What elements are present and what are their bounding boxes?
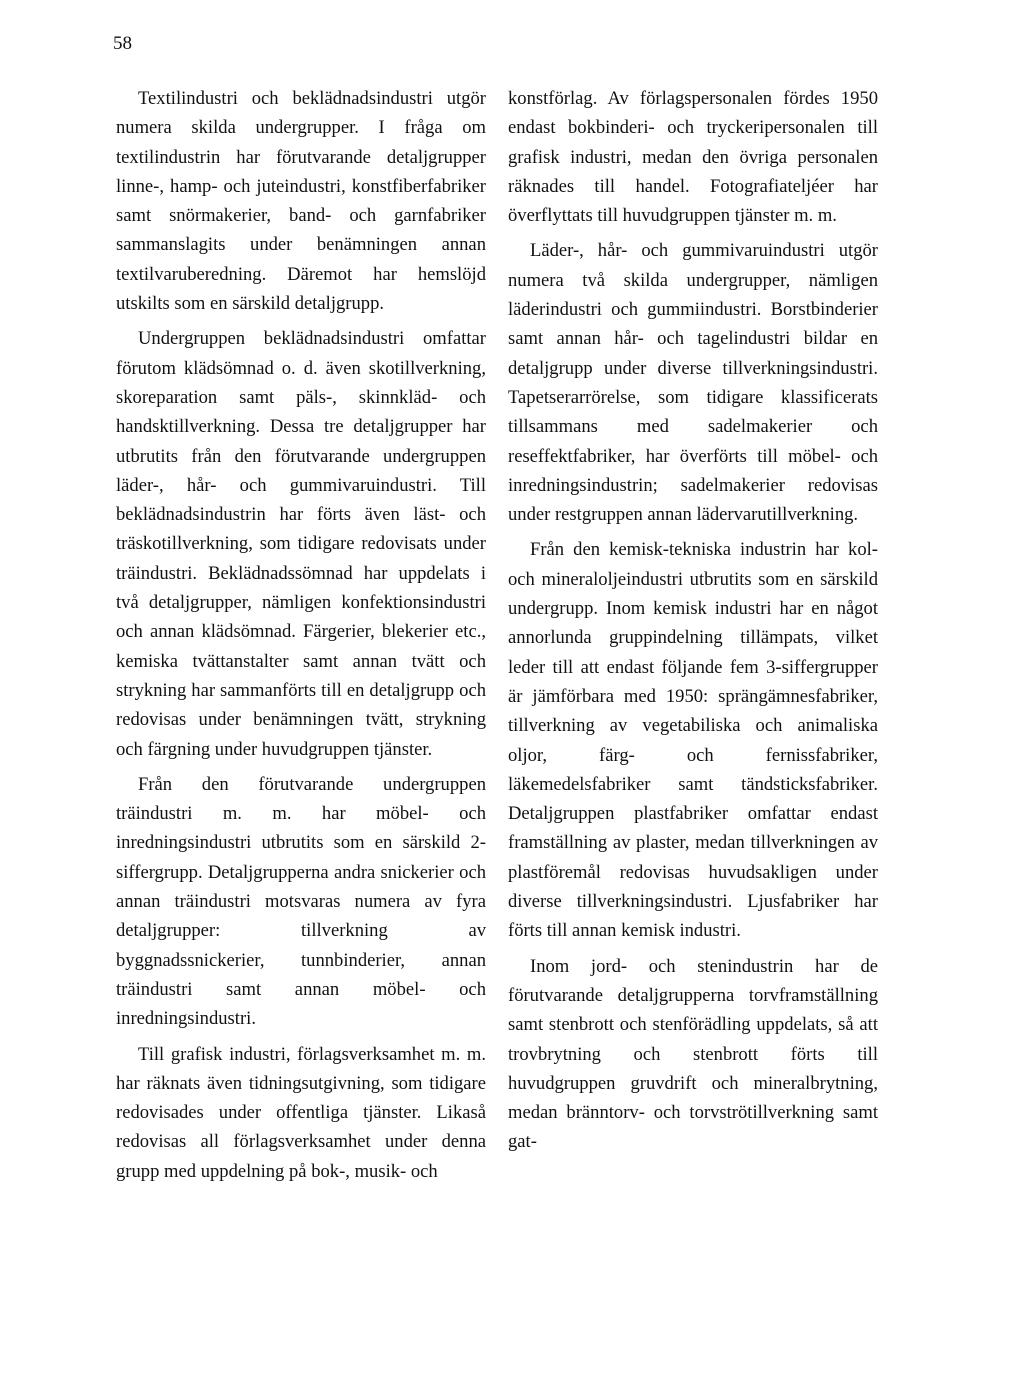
paragraph: Textilindustri och beklädnadsindustri utgör numera skilda undergrupper. I fråga om textilindustrin har förutvarande detaljgrupper linne-, hamp- och juteindustri, konstfiberfabriker samt snörmakerier, band- och garnfabriker sammanslagits under benämningen annan textilvaruberedning. Däremot har hemslöjd utskilts som en särskild detaljgrupp. [116, 88, 486, 315]
paragraph: Från den förutvarande undergruppen träindustri m. m. har möbel- och inredningsindustri utbrutits som en särskild 2-siffergrupp. Detaljgrupperna andra snickerier och annan träindustri motsvaras numera av fyra detaljgrupper: tillverkning av byggnadssnickerier, tunnbinderier, annan träindustri samt annan möbel- och inredningsindustri. [116, 773, 486, 1030]
paragraph: Undergruppen beklädnadsindustri omfattar förutom klädsömnad o. d. även skotillverkning, skoreparation samt päls-, skinnkläd- och handsktillverkning. Dessa tre detaljgrupper har utbrutits från den förutvarande undergruppen läder-, hår- och gummivaruindustri. Till beklädnadsindustrin har förts även läst- och träskotillverkning, som tidigare redovisats under träindustri. Beklädnadssömnad har uppdelats i två detaljgrupper, nämligen konfektionsindustri och annan klädsömnad. Färgerier, blekerier etc., kemiska tvättanstalter samt annan tvätt och strykning har sammanförts till en detaljgrupp och redovisas under benämningen tvätt, strykning och färgning under huvudgruppen tjänster. [116, 328, 486, 760]
paragraph-continued: konstförlag. Av förlagspersonalen fördes 1950 endast bokbinderi- och tryckeripersonalen till grafisk industri, medan den övriga personalen räknades till handel. Fotografiateljéer har överflyttats till huvudgruppen tjänster m. m. [508, 88, 878, 227]
right-column [508, 84, 878, 1157]
paragraph: Inom jord- och stenindustrin har de förutvarande detaljgrupperna torvframställning samt stenbrott och stenförädling uppdelats, så att trovbrytning och stenbrott förts till huvudgruppen gruvdrift och mineralbrytning, medan bränntorv- och torvströtillverkning samt gat- [508, 955, 878, 1153]
paragraph: Läder-, hår- och gummivaruindustri utgör numera två skilda undergrupper, nämligen läderindustri och gummiindustri. Borstbinderier samt annan hår- och tagelindustri bildar en detaljgrupp under diverse tillverkningsindustri. Tapetserarrörelse, som tidigare klassificerats tillsammans med sadelmakerier och reseffektfabriker, har överförts till möbel- och inredningsindustrin; sadelmakerier redovisas under restgruppen annan lädervarutillverkning. [508, 240, 878, 526]
left-column [116, 84, 486, 1186]
paragraph: Från den kemisk-tekniska industrin har kol- och mineraloljeindustri utbrutits som en särskild undergrupp. Inom kemisk industri har en något annorlunda gruppindelning tillämpats, vilket leder till att endast följande fem 3-siffergrupper är jämförbara med 1950: sprängämnesfabriker, tillverkning av vegetabiliska och animaliska oljor, färg- och fernissfabriker, läkemedelsfabriker samt tändsticksfabriker. Detaljgruppen plastfabriker omfattar endast framställning av plaster, medan tillverkningen av plastföremål redovisas huvudsakligen under diverse tillverkningsindustri. Ljusfabriker har förts till annan kemisk industri. [508, 539, 878, 942]
paragraph: Till grafisk industri, förlagsverksamhet m. m. har räknats även tidningsutgivning, som tidigare redovisades under offentliga tjänster. Likaså redovisas all förlagsverksamhet under denna grupp med uppdelning på bok-, musik- och [116, 1043, 486, 1182]
page-number: 58 [113, 33, 132, 54]
